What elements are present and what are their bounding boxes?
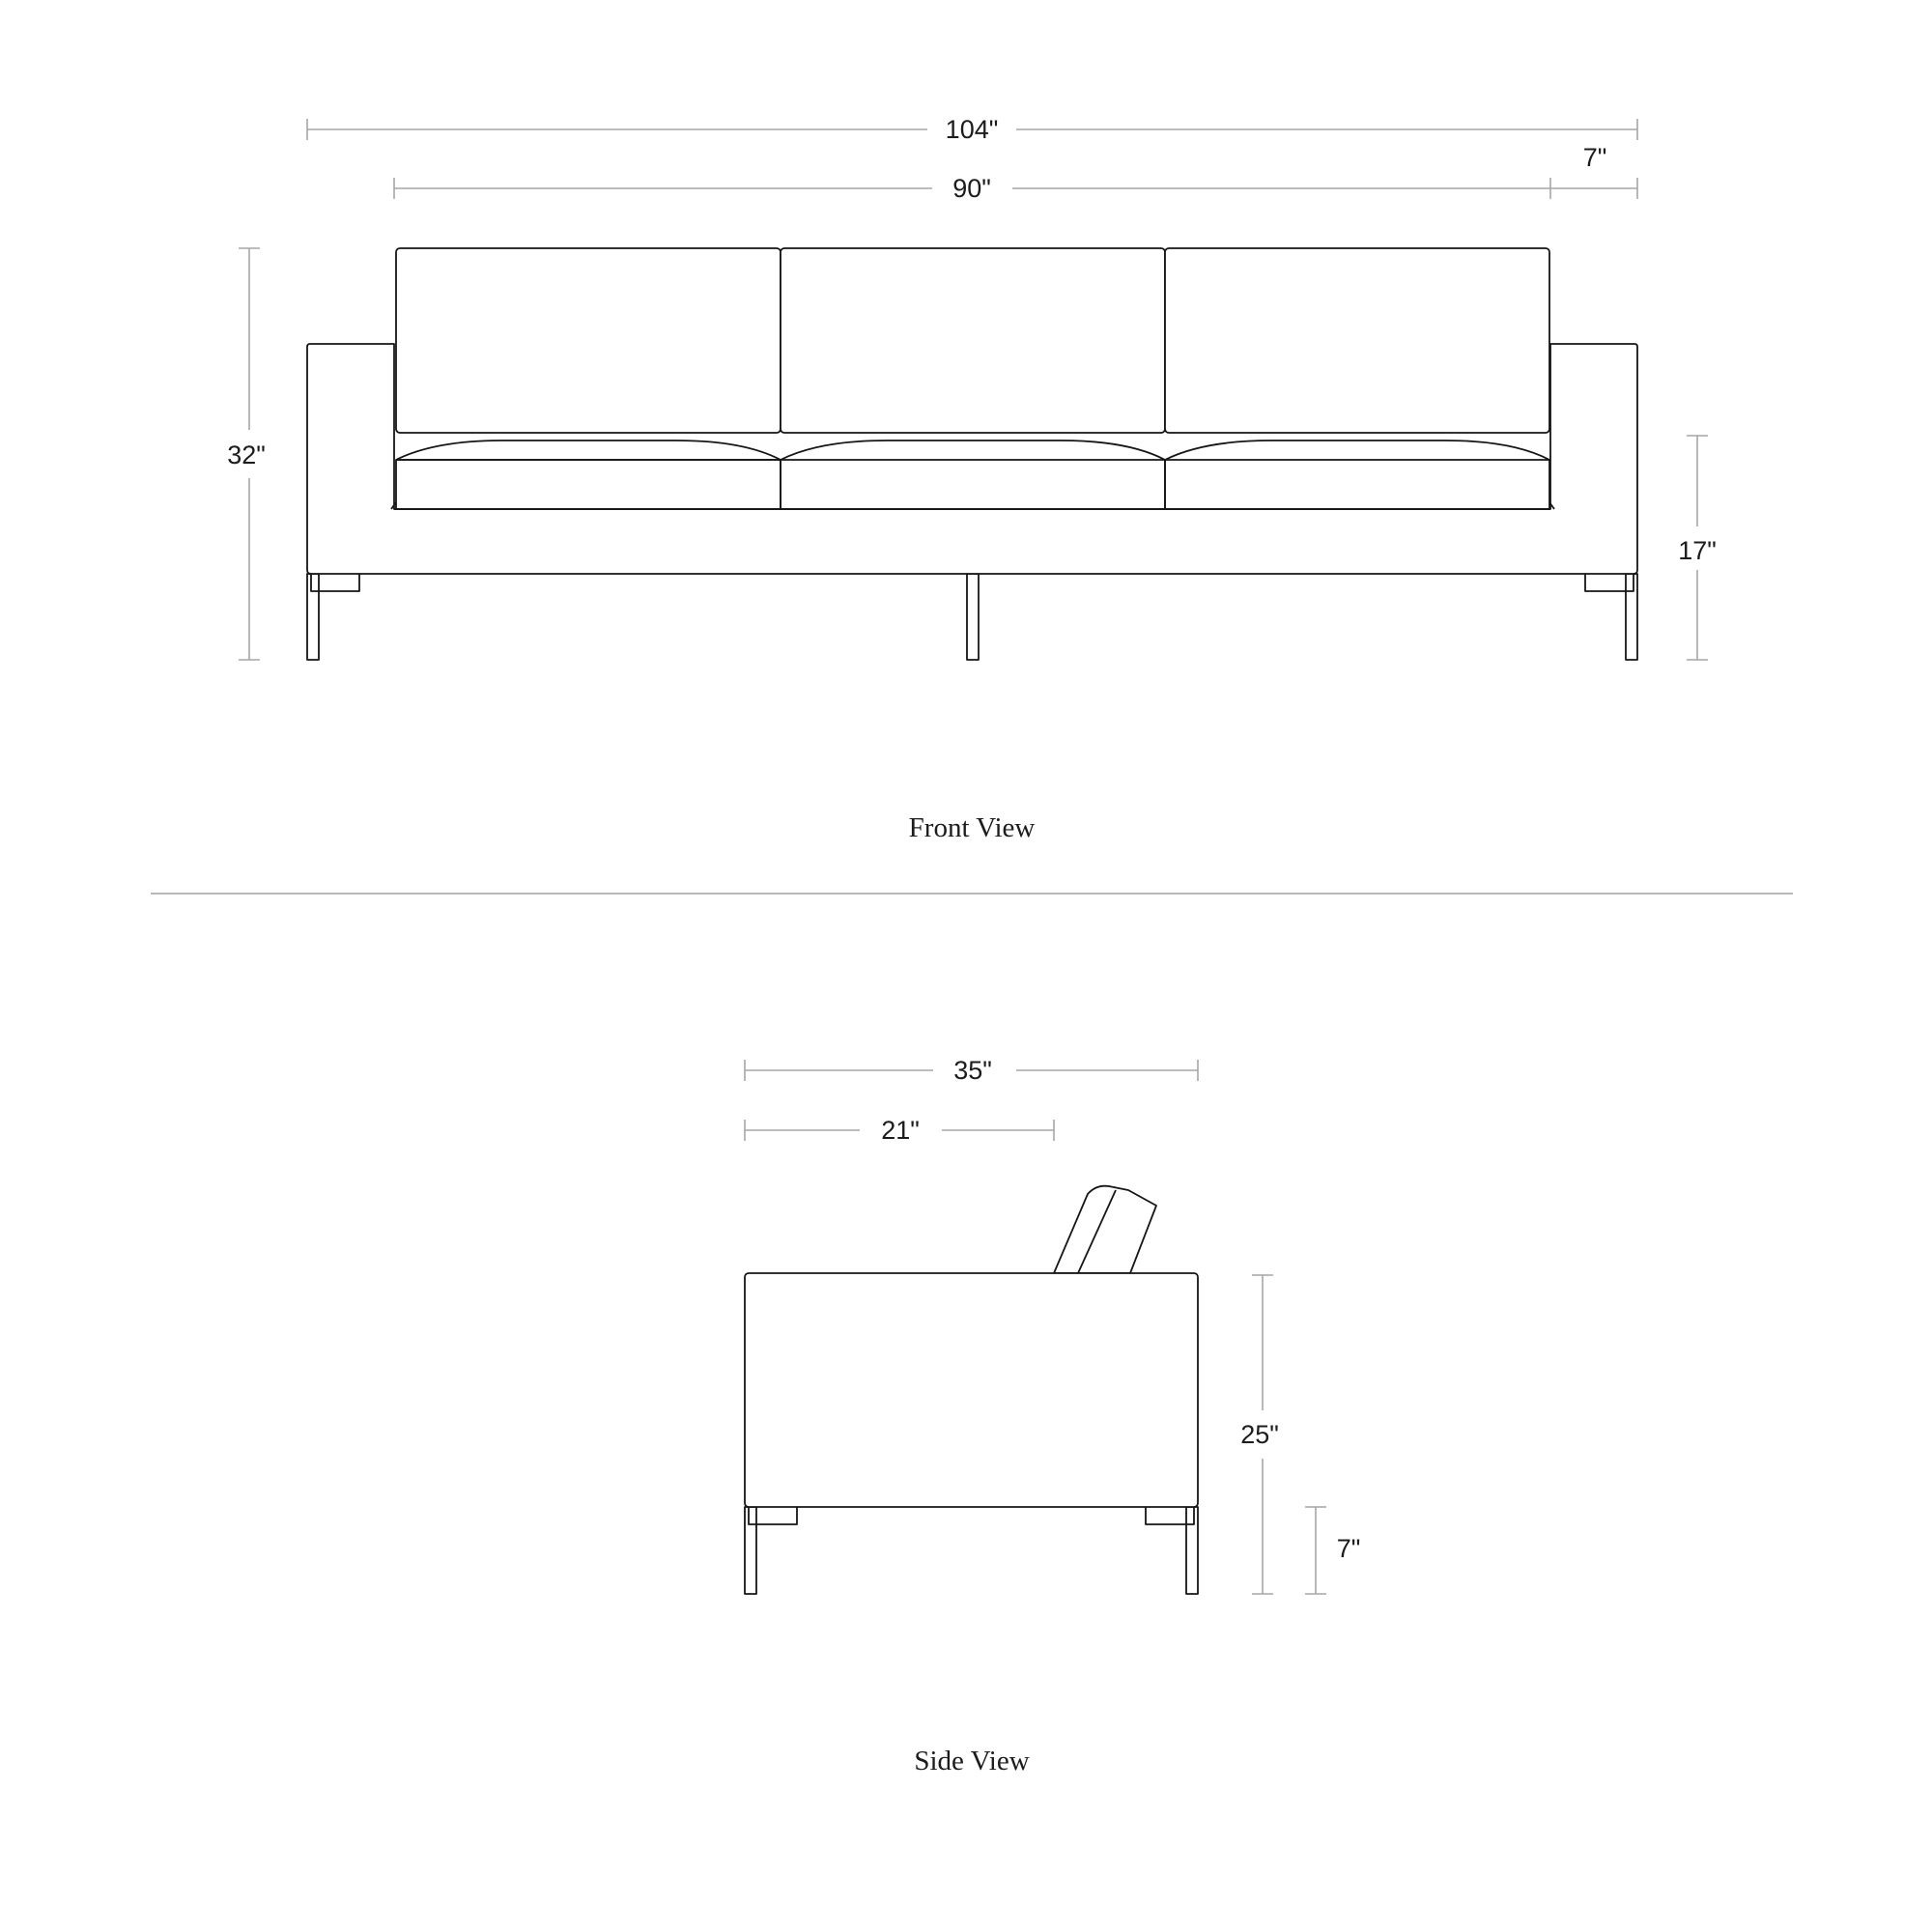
back-cushion-left xyxy=(396,248,781,433)
overall-width-dimension xyxy=(307,115,1637,144)
side-view-label: Side View xyxy=(914,1746,1030,1776)
side-body xyxy=(745,1273,1198,1507)
inner-width-dimension xyxy=(394,174,1550,203)
overall-height-dimension xyxy=(227,248,266,660)
back-cushion-right xyxy=(1165,248,1549,433)
seat-cushion-right xyxy=(1165,440,1549,509)
leg-height-label: 7" xyxy=(1336,1534,1361,1563)
overall-depth-dimension xyxy=(745,1056,1198,1085)
side-leg-back xyxy=(1186,1507,1198,1594)
arm-height-dimension xyxy=(1240,1275,1279,1594)
front-leg-center xyxy=(967,574,979,660)
arm-width-dimension xyxy=(1550,143,1637,199)
side-back-cushion xyxy=(1054,1186,1156,1273)
front-leg-left xyxy=(307,574,319,660)
front-view xyxy=(227,115,1717,843)
inner-width-label: 90" xyxy=(952,174,991,203)
side-leg-front xyxy=(745,1507,756,1594)
seat-depth-dimension xyxy=(745,1116,1054,1145)
overall-height-label: 32" xyxy=(227,440,266,469)
back-cushion-center xyxy=(781,248,1165,433)
arm-width-label: 7" xyxy=(1582,143,1607,172)
seat-height-dimension xyxy=(1678,436,1717,660)
seat-height-label: 17" xyxy=(1678,536,1717,565)
side-view xyxy=(745,1056,1360,1776)
front-view-label: Front View xyxy=(908,812,1036,843)
front-leg-right xyxy=(1626,574,1637,660)
seat-cushion-center xyxy=(781,440,1165,509)
leg-height-dimension xyxy=(1305,1507,1360,1594)
seat-cushion-left xyxy=(396,440,781,509)
sofa-front xyxy=(307,248,1637,660)
overall-width-label: 104" xyxy=(945,115,999,144)
arm-height-label: 25" xyxy=(1240,1420,1279,1449)
overall-depth-label: 35" xyxy=(953,1056,992,1085)
sofa-side xyxy=(745,1186,1198,1594)
seat-depth-label: 21" xyxy=(881,1116,920,1145)
